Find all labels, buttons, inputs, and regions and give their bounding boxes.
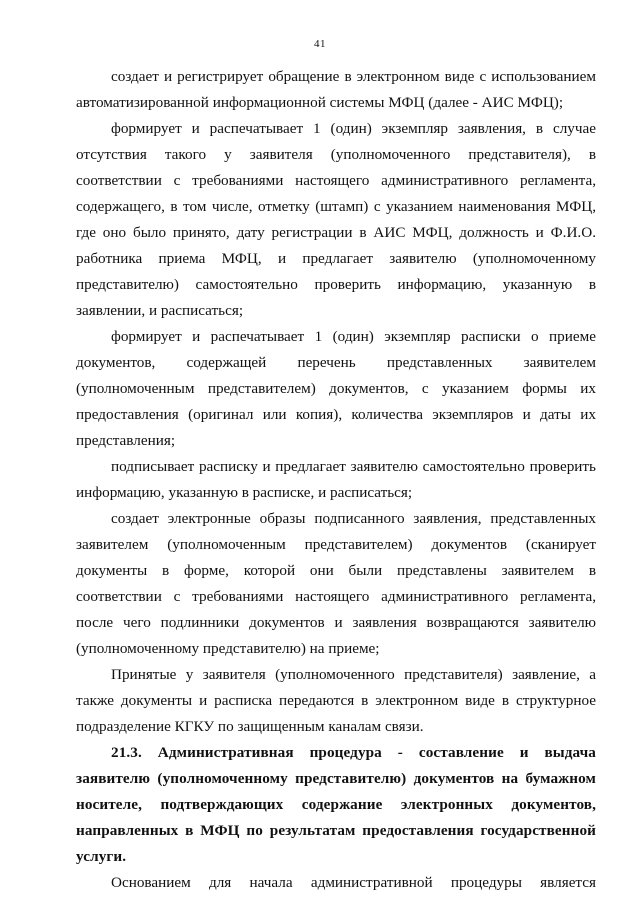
paragraph-sign-receipt: подписывает расписку и предлагает заявителю самостоятельно проверить информацию, указанную в расписке, и расписаться; [76,458,596,501]
paragraph-print-application: формирует и распечатывает 1 (один) экземпляр заявления, в случае отсутствия такого у заявителя (уполномоченного представителя), в соответствии с требованиями настоящего административного регламента, содержащего, в том числе, отметку (штамп) с указанием наименования МФЦ, где оно было принято, дату регистрации в АИС МФЦ, должность и Ф.И.О. работника приема МФЦ, и предлагает заявителю (уполномоченному представителю) самостоятельно проверить информацию, указанную в заявлении, и расписаться; [76,120,596,319]
document-body [76,64,596,896]
paragraph-basis: Основанием для начала административной процедуры является [111,874,596,891]
page-number: 41 [314,38,326,50]
paragraph-print-receipt: формирует и распечатывает 1 (один) экземпляр расписки о приеме документов, содержащей перечень представленных заявителем (уполномоченным представителем) документов, с указанием формы их предоставления (оригинал или копия), количества экземпляров и даты их представления; [76,328,596,449]
paragraph-transfer-documents: Принятые у заявителя (уполномоченного представителя) заявление, а также документы и расписка передаются в электронном виде в структурное подразделение КГКУ по защищенным каналам связи. [76,666,596,735]
paragraph-create-request: создает и регистрирует обращение в электронном виде с использованием автоматизированной информационной системы МФЦ (далее - АИС МФЦ); [76,68,596,111]
section-heading: 21.3. Административная процедура - составление и выдача заявителю (уполномоченному представителю) документов на бумажном носителе, подтверждающих содержание электронных документов, направленных в МФЦ по результатам предоставления государственной услуги. [76,744,596,865]
paragraph-create-scans: создает электронные образы подписанного заявления, представленных заявителем (уполномоченным представителем) документов (сканирует документы в форме, которой они были представлены заявителем в соответствии с требованиями настоящего административного регламента, после чего подлинники документов и заявления возвращаются заявителю (уполномоченному представителю) на приеме; [76,510,596,657]
